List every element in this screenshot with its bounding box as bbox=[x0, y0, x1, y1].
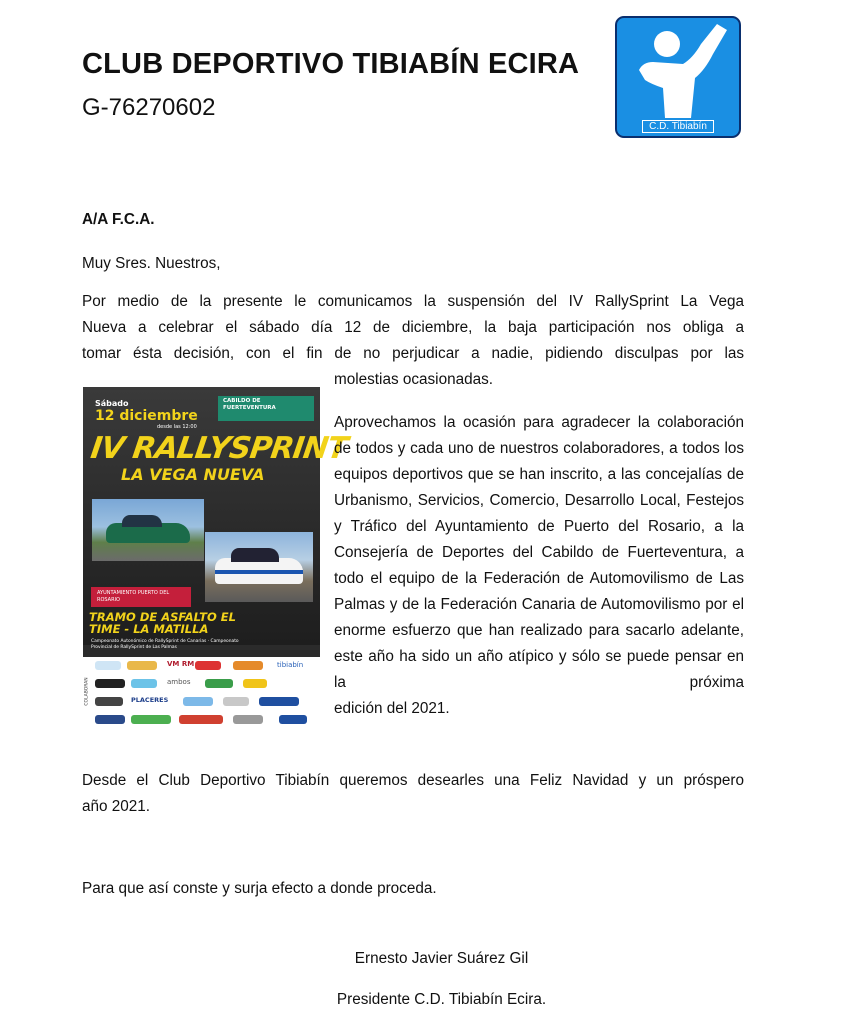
rally-car-photo bbox=[92, 499, 204, 561]
attention-line: A/A F.C.A. bbox=[82, 211, 155, 228]
poster-tramo: TRAMO DE ASFALTO EL TIME - LA MATILLA bbox=[89, 610, 236, 636]
rally-car-photo bbox=[205, 532, 313, 602]
logo-caption: C.D. Tibiabín bbox=[617, 121, 739, 132]
club-logo bbox=[615, 16, 741, 138]
paragraph-suspension bbox=[82, 289, 744, 367]
sponsor-logo bbox=[205, 679, 233, 688]
paragraph-line: tomar ésta decisión, con el fin de no perjudicar a nadie, pidiendo disculpas por las bbox=[82, 345, 744, 362]
greeting: Muy Sres. Nuestros, bbox=[82, 255, 221, 272]
sponsor-logo bbox=[131, 715, 171, 724]
sponsor-logo: VM RM bbox=[167, 660, 195, 668]
paragraph-thanks bbox=[334, 410, 744, 722]
sponsor-logo bbox=[259, 697, 299, 706]
sponsor-logo bbox=[233, 661, 263, 670]
paragraph-line: molestias ocasionadas. bbox=[334, 371, 494, 388]
sponsor-logo: tibiabín bbox=[277, 661, 304, 669]
poster-cabildo: CABILDO DE FUERTEVENTURA bbox=[223, 398, 276, 411]
club-name: CLUB DEPORTIVO TIBIABÍN ECIRA bbox=[82, 48, 580, 80]
paragraph-line: Por medio de la presente le comunicamos la suspensión del IV RallySprint La Vega bbox=[82, 293, 744, 310]
sponsor-logo bbox=[95, 661, 121, 670]
paragraph-line: Desde el Club Deportivo Tibiabín queremos desearles una Feliz Navidad y un próspero bbox=[82, 772, 744, 789]
sponsor-logo: PLACERES bbox=[131, 696, 169, 704]
colaboran-label: COLABORAN bbox=[84, 677, 90, 706]
sponsor-logo: ambos bbox=[167, 678, 191, 686]
closing-formula: Para que así conste y surja efecto a donde proceda. bbox=[82, 880, 437, 897]
poster-title: IV RALLYSPRINT bbox=[88, 431, 350, 466]
sponsor-logo bbox=[127, 661, 157, 670]
sponsor-logo bbox=[195, 661, 221, 670]
sponsor-logo bbox=[95, 679, 125, 688]
sponsor-logo bbox=[131, 679, 157, 688]
poster-time: desde las 12:00 bbox=[157, 424, 197, 430]
sponsor-logo bbox=[95, 697, 123, 706]
signer-role: Presidente C.D. Tibiabín Ecira. bbox=[336, 991, 547, 1008]
sponsor-logo bbox=[243, 679, 267, 688]
poster-date: 12 diciembre bbox=[95, 408, 198, 424]
sponsor-logo bbox=[279, 715, 307, 724]
sponsor-logo bbox=[183, 697, 213, 706]
sponsor-logo bbox=[95, 715, 125, 724]
paragraph-text: Aprovechamos la ocasión para agradecer la colaboración de todos y cada uno de nuestros colaboradores, a todos los equipos deportivos que se han inscrito, a las concejalías de Urbanismo, Servicios, Comercio, Desarrollo Local, Festejos y Tráfico del Ayuntamiento de Puerto del Rosario, a la Consejería de Deportes del Cabildo de Fuerteventura, a todo el equipo de la Federación de Automovilismo de Las Palmas y de la Federación Canaria de Automovilismo por el enorme esfuerzo que han realizado para sacarlo adelante, este año ha sido un año atípico y sólo se puede pensar en la próxima bbox=[334, 414, 744, 691]
rally-poster bbox=[83, 387, 350, 731]
paragraph-line: año 2021. bbox=[82, 798, 151, 815]
paragraph-greetings bbox=[82, 768, 744, 820]
paragraph-line: Nueva a celebrar el sábado día 12 de diciembre, la baja participación nos obliga a bbox=[82, 319, 744, 336]
signer-name: Ernesto Javier Suárez Gil bbox=[354, 950, 529, 967]
sponsor-strip bbox=[83, 657, 320, 731]
poster-ayuntamiento: AYUNTAMIENTO PUERTO DEL ROSARIO bbox=[97, 590, 170, 603]
sponsor-logo bbox=[179, 715, 223, 724]
sponsor-logo bbox=[223, 697, 249, 706]
poster-campeonato: Campeonato Autonómico de RallySprint de Canarias · Campeonato Provincial de RallySprint de Las Palmas bbox=[91, 639, 239, 650]
poster-subtitle: LA VEGA NUEVA bbox=[121, 465, 265, 484]
club-cif: G-76270602 bbox=[82, 94, 216, 121]
paragraph-line: edición del 2021. bbox=[334, 700, 450, 717]
poster-day: Sábado bbox=[95, 399, 129, 408]
sponsor-logo bbox=[233, 715, 263, 724]
